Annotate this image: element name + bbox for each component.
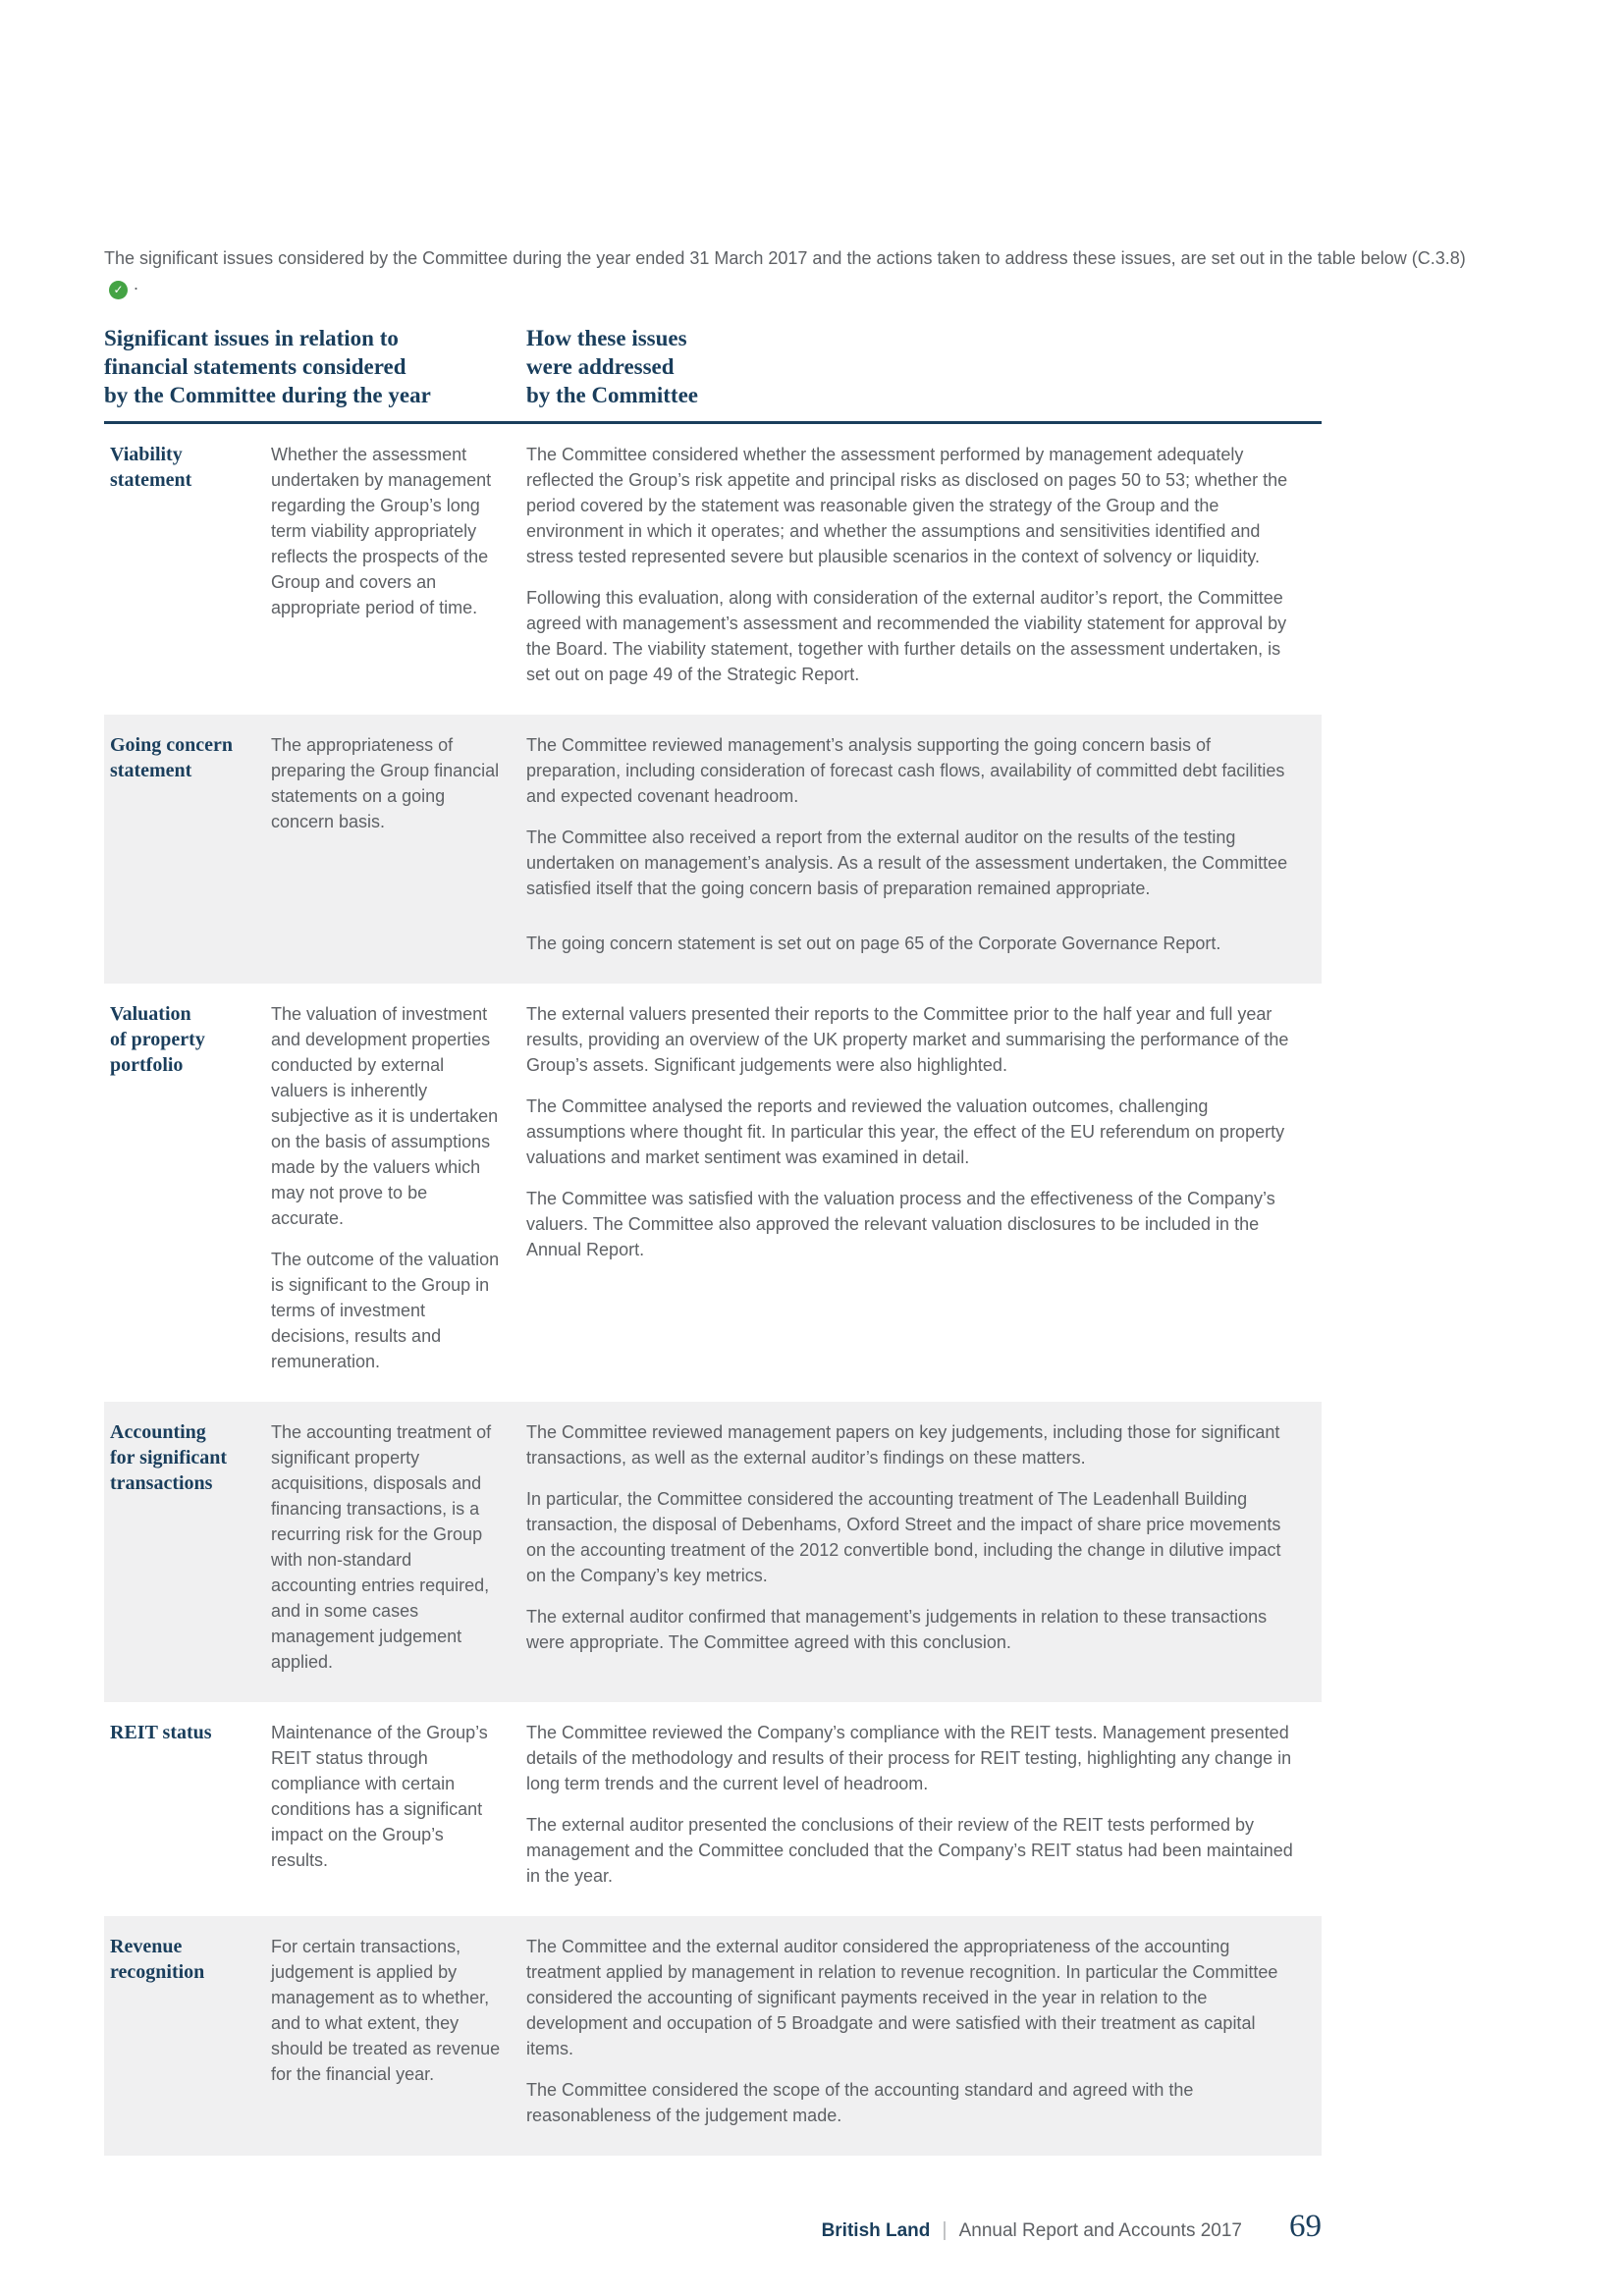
response-cell: The Committee and the external auditor considered the appropriateness of the accounting treatment applied by management in relation to revenue recognition. In particular the Committee considered the accounting of significant payments received in the year in relation to the development and occupation of 5 Broadgate and were satisfied with their treatment as capital items. The Committee considered the scope of the accounting standard and agreed with the reasonableness of the judgement made. — [526, 1937, 1278, 2125]
row-title: Viability statement — [110, 444, 192, 491]
check-circle-icon: ✓ — [109, 281, 128, 299]
row-title: Valuation of property portfolio — [110, 1003, 205, 1076]
row-title: Accounting for significant transactions — [110, 1421, 228, 1494]
response-cell: The external valuers presented their reports to the Committee prior to the half year and full year results, providing an overview of the UK property market and summarising the performance of the Group’s assets. Significant judgements were also highlighted. The Committee analysed the reports and reviewed the valuation outcomes, challenging assumptions where thought fit. In particular this year, the effect of the EU referendum on property valuations and market sentiment was examined in detail. The Committee was satisfied with the valuation process and the effectiveness of the Company’s valuers. The Committee also approved the relevant valuation disclosures to be included in the Annual Report. — [526, 1004, 1289, 1259]
issue-cell: The accounting treatment of significant property acquisitions, disposals and financing transactions, is a recurring risk for the Group with non-standard accounting entries required, and in some cases management judgement applied. — [271, 1422, 492, 1672]
row-title: Going concern statement — [110, 734, 233, 781]
table-row-valuation-of-property-portfolio — [104, 984, 1322, 1402]
issue-cell: The appropriateness of preparing the Group financial statements on a going concern basis. — [271, 735, 500, 831]
table-row-viability-statement — [104, 424, 1322, 715]
intro-text: The significant issues considered by the Committee during the year ended 31 March 2017 and the actions taken to address these issues, are set out in the table below (C.3.8) — [104, 248, 1466, 268]
row-title: REIT status — [110, 1722, 212, 1743]
response-cell: The Committee considered whether the assessment performed by management adequately reflected the Group’s risk appetite and principal risks as disclosed on pages 50 to 53; whether the period covered by the statement was reasonable given the strategy of the Group and the environment in which it operates; and whether the assumptions and sensitivities identified and stress tested represented severe but plausible scenarios in the context of solvency or liquidity. Following this evaluation, along with consideration of the external auditor’s report, the Committee agreed with management’s assessment and recommended the viability statement for approval by the Board. The viability statement, together with further details on the assessment undertaken, is set out on page 49 of the Strategic Report. — [526, 445, 1288, 684]
table-row-accounting-for-significant-transactions — [104, 1402, 1322, 1702]
page-number: 69 — [1289, 2209, 1322, 2244]
table-header — [104, 324, 1322, 424]
header-issues-line: financial statements considered — [104, 354, 406, 379]
table-row-revenue-recognition — [104, 1916, 1322, 2156]
table-row-going-concern-statement — [104, 715, 1322, 984]
issue-cell: The valuation of investment and development properties conducted by external valuers is inherently subjective as it is undertaken on the basis of assumptions made by the valuers which may not prove to be accurate. The outcome of the valuation is significant to the Group in terms of investment decisions, results and remuneration. — [271, 1004, 500, 1371]
row-title: Revenue recognition — [110, 1936, 205, 1983]
issue-cell: Whether the assessment undertaken by management regarding the Group’s long term viability appropriately reflects the prospects of the Group and covers an appropriate period of time. — [271, 445, 492, 617]
response-cell: The Committee reviewed the Company’s compliance with the REIT tests. Management presented details of the methodology and results of their process for REIT testing, highlighting any change in long term trends and the current level of headroom. The external auditor presented the conclusions of their review of the REIT tests performed by management and the Committee concluded that the Company’s REIT status had been maintained in the year. — [526, 1723, 1293, 1886]
header-issues-column — [104, 324, 526, 409]
table-row-reit-status — [104, 1702, 1322, 1916]
issue-cell: For certain transactions, judgement is applied by management as to whether, and to what extent, they should be treated as revenue for the financial year. — [271, 1937, 501, 2084]
header-issues-line: Significant issues in relation to — [104, 326, 399, 350]
header-issues-line: by the Committee during the year — [104, 383, 431, 407]
report-title: Annual Report and Accounts 2017 — [958, 2220, 1242, 2241]
significant-issues-table — [104, 324, 1322, 2156]
header-addressed-column — [526, 324, 1322, 409]
response-cell: The Committee reviewed management’s analysis supporting the going concern basis of preparation, including consideration of forecast cash flows, availability of committed debt facilities and expected covenant headroom. The Committee also received a report from the external auditor on the results of the testing undertaken on management’s analysis. As a result of the assessment undertaken, the Committee satisfied itself that the going concern basis of preparation remained appropriate. The going concern statement is set out on page 65 of the Corporate Governance Report. — [526, 735, 1288, 953]
issue-cell: Maintenance of the Group’s REIT status through compliance with certain conditions has a significant impact on the Group’s results. — [271, 1723, 488, 1870]
intro-paragraph — [104, 245, 1477, 299]
header-addressed-line: by the Committee — [526, 383, 699, 407]
footer-divider: | — [942, 2219, 947, 2241]
page-footer — [104, 2209, 1322, 2245]
response-cell: The Committee reviewed management papers on key judgements, including those for significant transactions, as well as the external auditor’s findings on these matters. In particular, the Committee considered the accounting treatment of The Leadenhall Building transaction, the disposal of Debenhams, Oxford Street and the impact of share price movements on the accounting treatment of the 2012 convertible bond, including the change in dilutive impact on the Company’s key metrics. The external auditor confirmed that management’s judgements in relation to these transactions were appropriate. The Committee agreed with this conclusion. — [526, 1422, 1281, 1652]
header-addressed-line: How these issues — [526, 326, 687, 350]
header-addressed-line: were addressed — [526, 354, 675, 379]
brand-name: British Land — [821, 2220, 931, 2241]
intro-suffix: . — [134, 274, 139, 294]
